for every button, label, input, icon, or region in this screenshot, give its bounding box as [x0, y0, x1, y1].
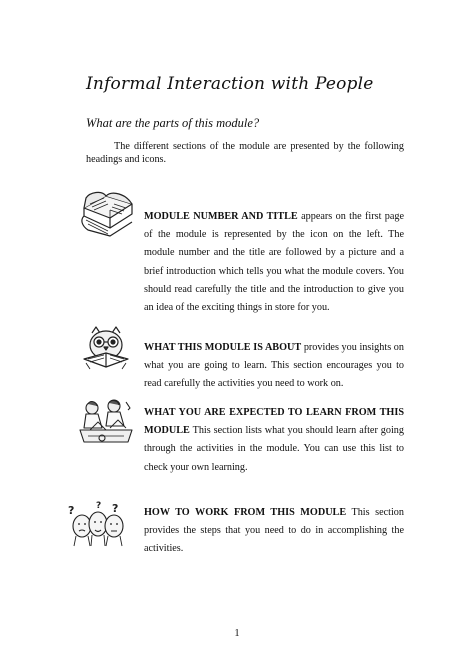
section-heading: WHAT THIS MODULE IS ABOUT — [144, 342, 302, 353]
section-body: This section provides the steps that you need to do in accomplishing the activities. — [144, 507, 404, 555]
intro-paragraph: The different sections of the module are presented by the following headings and icons. — [86, 141, 404, 165]
open-book-icon — [76, 186, 140, 242]
section-subtitle: What are the parts of this module? — [86, 116, 260, 130]
svg-text:?: ? — [68, 504, 75, 517]
thinking-faces-icon — [66, 500, 130, 548]
section-what-this-module-is-about — [144, 339, 404, 394]
svg-text:?: ? — [96, 501, 102, 511]
section-heading: HOW TO WORK FROM THIS MODULE — [144, 507, 347, 518]
svg-text:?: ? — [112, 502, 119, 515]
section-module-number-and-title — [144, 208, 404, 317]
section-heading: MODULE NUMBER AND TITLE — [144, 211, 298, 222]
section-heading: WHAT YOU ARE EXPECTED TO LEARN FROM THIS MODULE — [144, 407, 404, 437]
section-how-to-work-from-this-module — [144, 504, 404, 559]
students-studying-icon — [76, 398, 136, 446]
section-body: This section lists what you should learn after going through the activities in the module. You can use this list to check your own learning. — [144, 425, 404, 473]
page-number: 1 — [234, 628, 240, 639]
section-body: provides you insights on what you are going to learn. This section encourages you to read carefully the activities you need to work on. — [144, 342, 404, 390]
section-body: appears on the first page of the module is represented by the icon on the left. The module number and the title are followed by a picture and a brief introduction which tells you what the module covers. You should read carefully the title and the introduction to give you an idea of the exciting things in store for you. — [144, 211, 405, 314]
section-what-you-are-expected-to-learn — [144, 404, 404, 477]
owl-reading-icon — [78, 323, 134, 373]
page-title: Informal Interaction with People — [86, 74, 374, 94]
